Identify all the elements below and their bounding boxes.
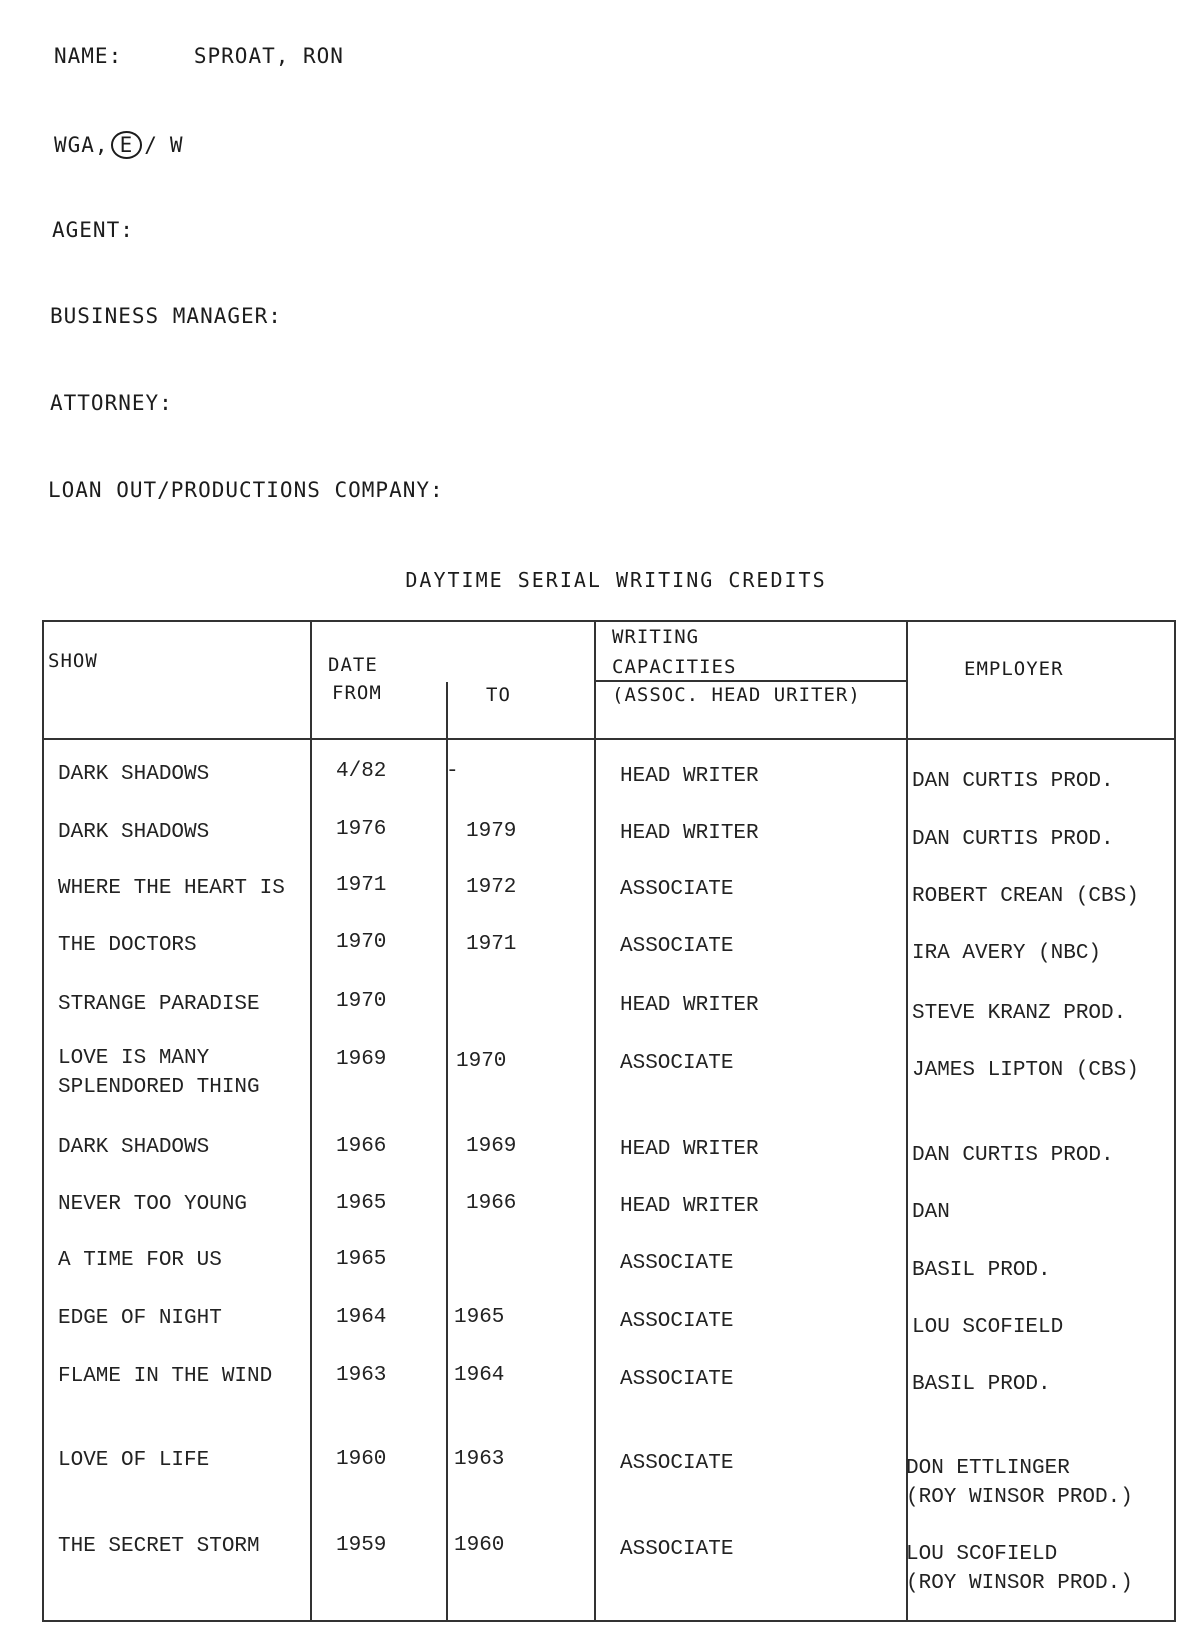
header-bottom-rule [42, 738, 1174, 740]
header-to: TO [486, 684, 511, 706]
cell-capacity: ASSOCIATE [620, 1310, 734, 1333]
agent-field [52, 218, 134, 242]
cell-employer: DAN [912, 1201, 950, 1224]
header-from: FROM [332, 682, 382, 704]
cell-employer: STEVE KRANZ PROD. [912, 1002, 1127, 1025]
cell-show: LOVE OF LIFE [58, 1449, 210, 1472]
cell-show: DARK SHADOWS [58, 763, 210, 786]
loan-out-field [48, 478, 444, 502]
cell-to: - [446, 760, 459, 783]
cell-to: 1964 [454, 1364, 505, 1387]
cell-show: DARK SHADOWS [58, 821, 210, 844]
cell-capacity: ASSOCIATE [620, 935, 734, 958]
cell-to: 1966 [466, 1192, 517, 1215]
name-value: SPROAT, RON [193, 44, 344, 68]
cell-employer: IRA AVERY (NBC) [912, 942, 1102, 965]
header-show: SHOW [48, 650, 98, 672]
cell-employer: DON ETTLINGER (ROY WINSOR PROD.) [906, 1457, 1133, 1509]
cell-capacity: HEAD WRITER [620, 1138, 759, 1161]
cell-employer: DAN CURTIS PROD. [912, 1144, 1114, 1167]
table-title: DAYTIME SERIAL WRITING CREDITS [405, 568, 827, 592]
header-capacities-note: (ASSOC. HEAD URITER) [612, 684, 861, 706]
cell-from: 1963 [336, 1364, 387, 1387]
cell-employer: BASIL PROD. [912, 1373, 1051, 1396]
cell-to: 1965 [454, 1306, 505, 1329]
wga-field [54, 131, 184, 159]
cell-from: 1966 [336, 1135, 387, 1158]
cell-employer: LOU SCOFIELD [912, 1316, 1064, 1339]
header-employer: EMPLOYER [964, 658, 1064, 680]
cell-capacity: ASSOCIATE [620, 1452, 734, 1475]
attorney-label: ATTORNEY: [50, 391, 173, 415]
cell-to: 1963 [454, 1448, 505, 1471]
cell-to: 1969 [466, 1135, 517, 1158]
cell-to: 1979 [466, 820, 517, 843]
cell-show: THE DOCTORS [58, 934, 197, 957]
cell-show: FLAME IN THE WIND [58, 1365, 273, 1388]
cell-employer: BASIL PROD. [912, 1259, 1051, 1282]
cell-capacity: ASSOCIATE [620, 1052, 734, 1075]
cell-capacity: HEAD WRITER [620, 994, 759, 1017]
cell-employer: ROBERT CREAN (CBS) [912, 885, 1139, 908]
cell-show: LOVE IS MANY SPLENDORED THING [58, 1047, 260, 1099]
cell-to: 1971 [466, 933, 517, 956]
cell-from: 1970 [336, 990, 387, 1013]
agent-label: AGENT: [52, 218, 134, 242]
cell-show: THE SECRET STORM [58, 1535, 260, 1558]
wga-slash: / [144, 133, 158, 157]
cell-capacity: HEAD WRITER [620, 765, 759, 788]
cell-capacity: ASSOCIATE [620, 1252, 734, 1275]
wga-label: WGA, [54, 133, 109, 157]
attorney-field [50, 391, 173, 415]
cell-from: 1971 [336, 874, 387, 897]
business-manager-label: BUSINESS MANAGER: [50, 304, 282, 328]
cell-from: 1965 [336, 1248, 387, 1271]
cell-show: STRANGE PARADISE [58, 993, 260, 1016]
wga-other-option: W [169, 133, 184, 157]
cell-to: 1960 [454, 1534, 505, 1557]
cell-employer: LOU SCOFIELD (ROY WINSOR PROD.) [906, 1543, 1133, 1595]
header-writing: WRITING [612, 626, 700, 648]
cell-show: WHERE THE HEART IS [58, 877, 285, 900]
header-date: DATE [328, 654, 378, 676]
cell-from: 1965 [336, 1192, 387, 1215]
cell-capacity: ASSOCIATE [620, 878, 734, 901]
cell-from: 1976 [336, 818, 387, 841]
cell-from: 4/82 [336, 760, 387, 783]
cell-employer: DAN CURTIS PROD. [912, 828, 1114, 851]
name-label: NAME: [54, 44, 123, 68]
cell-capacity: ASSOCIATE [620, 1538, 734, 1561]
header-capacities: CAPACITIES [612, 656, 737, 678]
column-divider-date [594, 620, 596, 1620]
loan-out-label: LOAN OUT/PRODUCTIONS COMPANY: [48, 478, 444, 502]
cell-from: 1964 [336, 1306, 387, 1329]
column-divider-show [310, 620, 312, 1620]
column-divider-from [446, 682, 448, 1620]
cell-capacity: HEAD WRITER [620, 1195, 759, 1218]
cell-from: 1960 [336, 1448, 387, 1471]
cell-from: 1970 [336, 931, 387, 954]
name-field [54, 44, 344, 68]
cell-show: NEVER TOO YOUNG [58, 1193, 248, 1216]
business-manager-field [50, 304, 282, 328]
cell-to: 1972 [466, 876, 517, 899]
cell-from: 1959 [336, 1534, 387, 1557]
cell-show: DARK SHADOWS [58, 1136, 210, 1159]
cell-capacity: HEAD WRITER [620, 822, 759, 845]
cell-to: 1970 [456, 1050, 507, 1073]
cell-capacity: ASSOCIATE [620, 1368, 734, 1391]
capacity-subheader-rule [594, 680, 906, 682]
cell-show: EDGE OF NIGHT [58, 1307, 222, 1330]
wga-circled-option: E [111, 131, 143, 159]
cell-from: 1969 [336, 1048, 387, 1071]
cell-employer: JAMES LIPTON (CBS) [912, 1059, 1139, 1082]
cell-employer: DAN CURTIS PROD. [912, 770, 1114, 793]
cell-show: A TIME FOR US [58, 1249, 222, 1272]
